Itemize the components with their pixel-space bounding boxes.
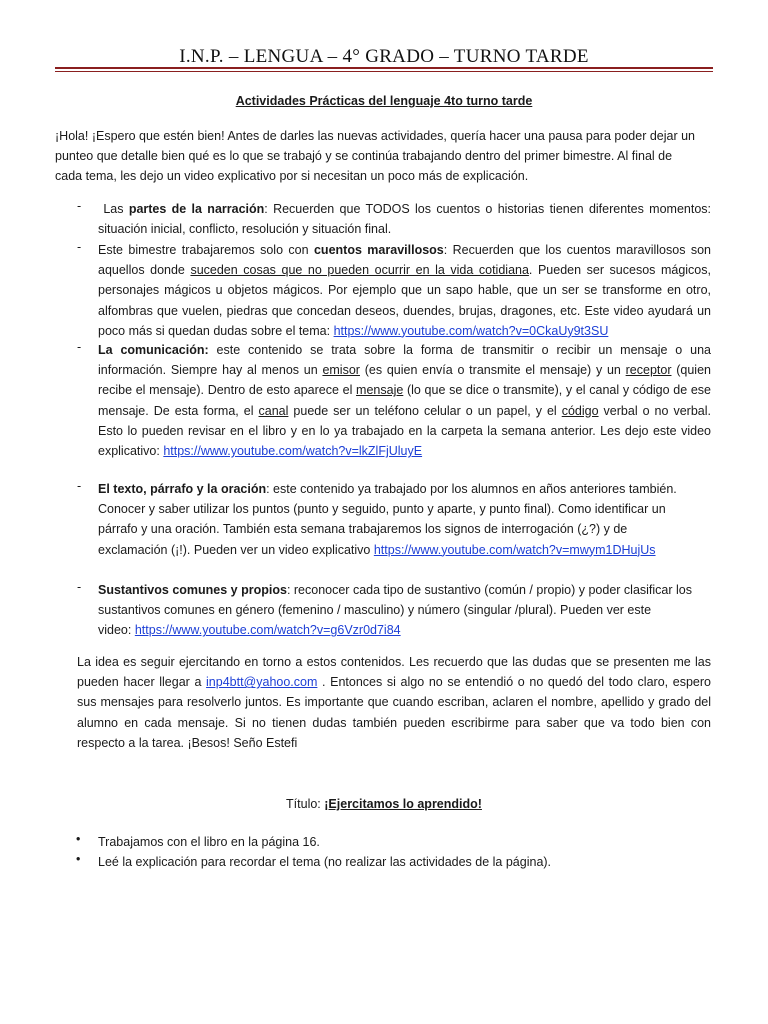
underlined-span: canal <box>258 403 289 418</box>
list-item-narracion <box>98 199 711 239</box>
maravillosos-line <box>98 240 711 260</box>
texto-line: párrafo y una oración. También esta semana trabajaremos los signos de interrogación (¿?) y de <box>98 522 628 537</box>
text-span: verbal o no verbal. <box>598 403 711 418</box>
text-span: video: <box>98 623 135 638</box>
narracion-line: situación inicial, conflicto, resolución y situación final. <box>98 222 392 237</box>
closing-paragraph <box>77 652 711 753</box>
comunicacion-line: Esto lo pueden revisar en el libro y en lo ya trabajado en la carpeta la semana anterior. Les dejo este video <box>98 423 711 438</box>
text-span: . Pueden ser sucesos mágicos, <box>528 263 711 278</box>
underlined-span: código <box>561 403 599 418</box>
header-rule-thin <box>55 71 713 72</box>
footer-bullet-item: Trabajamos con el libro en la página 16. <box>98 835 320 849</box>
bullet-dash: - <box>77 199 82 213</box>
page-title: I.N.P. – LENGUA – 4° GRADO – TURNO TARDE <box>179 46 589 67</box>
text-span: explicativo: <box>98 444 164 459</box>
closing-line: respecto a la tarea. ¡Besos! Seño Estefi <box>77 735 298 750</box>
sustantivos-line <box>98 580 711 600</box>
sustantivos-line: sustantivos comunes en género (femenino / masculino) y número (singular /plural). Pueden ver este <box>98 603 652 618</box>
bold-span: La comunicación: <box>98 343 209 357</box>
list-item-comunicacion <box>98 340 711 461</box>
texto-line <box>98 540 711 560</box>
text-span: aquellos donde <box>98 263 191 278</box>
bold-span: Sustantivos comunes y propios <box>98 583 287 597</box>
narracion-bold: partes de la narración <box>128 202 265 216</box>
bold-span: El texto, párrafo y la oración <box>98 482 267 496</box>
list-item-maravillosos <box>98 240 711 341</box>
bullet-dash: - <box>77 479 82 493</box>
text-span: Este bimestre trabajaremos solo con <box>98 243 314 257</box>
text-span: puede ser un teléfono celular o un papel, y el <box>288 403 562 418</box>
intro-line: ¡Hola! ¡Espero que estén bien! Antes de darles las nuevas actividades, quería hacer una pausa para poder dejar un <box>55 129 695 143</box>
text-span: : este contenido ya trabajado por los alumnos en años anteriores también. <box>266 482 677 496</box>
video-link-texto[interactable]: https://www.youtube.com/watch?v=mwym1DHujUs <box>373 542 656 557</box>
text-span: exclamación (¡!). Pueden ver un video explicativo <box>98 542 374 557</box>
footer-bullet-item: Leé la explicación para recordar el tema (no realizar las actividades de la página). <box>98 855 552 869</box>
underlined-span: suceden cosas que no pueden ocurrir en la vida cotidiana <box>190 263 529 278</box>
maravillosos-line <box>98 321 711 341</box>
underlined-span: mensaje <box>356 383 404 398</box>
text-span: mensaje. De esta forma, el <box>98 403 259 418</box>
comunicacion-line <box>98 441 711 461</box>
text-span: . Entonces si algo no se entendió o no quedó del todo claro, espero <box>317 675 711 690</box>
comunicacion-line <box>98 380 711 400</box>
narracion-line <box>98 199 711 219</box>
closing-line <box>77 672 711 692</box>
closing-line: sus mensajes para resolverlo juntos. Es importante que cuando escriban, aclaren el nombre, apellido y grado del <box>77 695 711 710</box>
activity-title-label: Título: <box>286 797 325 811</box>
bold-span: cuentos maravillosos <box>313 243 444 257</box>
maravillosos-line: personajes mágicos u objetos mágicos. Por ejemplo que un sapo hable, que un ser se transforme en otro, <box>98 283 711 298</box>
narracion-rest: : Recuerden que TODOS los cuentos o historias tienen diferentes momentos: <box>264 202 711 216</box>
text-span: recibe el mensaje). Dentro de esto aparece el <box>98 383 357 398</box>
comunicacion-line <box>98 360 711 380</box>
video-link-comunicacion[interactable]: https://www.youtube.com/watch?v=lkZlFjUluyE <box>163 444 423 459</box>
maravillosos-line <box>98 260 711 280</box>
comunicacion-line <box>98 401 711 421</box>
text-span: poco más si quedan dudas sobre el tema: <box>98 323 334 338</box>
text-span: : Recuerden que los cuentos maravillosos son <box>443 243 712 257</box>
intro-paragraph <box>55 126 715 187</box>
intro-line: cada tema, les dejo un video explicativo por si necesitan un poco más de explicación. <box>55 169 529 184</box>
text-span: (quien <box>671 363 711 378</box>
bullet-dash: - <box>77 240 82 254</box>
header-rule-thick <box>55 67 713 69</box>
document-subtitle: Actividades Prácticas del lenguaje 4to turno tarde <box>235 94 533 108</box>
video-link-maravillosos[interactable]: https://www.youtube.com/watch?v=0CkaUy9t3SU <box>333 323 609 338</box>
underlined-span: receptor <box>625 363 672 378</box>
activity-title <box>0 797 768 811</box>
text-span: pueden hacer llegar a <box>77 675 207 690</box>
text-span: (es quien envía o transmite el mensaje) y un <box>359 363 626 378</box>
bullet-dash: - <box>77 580 82 594</box>
activity-title-value: ¡Ejercitamos lo aprendido! <box>324 797 482 811</box>
underlined-span: emisor <box>322 363 360 378</box>
list-item-texto <box>98 479 711 560</box>
text-span: este contenido se trata sobre la forma de transmitir o recibir un mensaje o una <box>208 343 711 357</box>
maravillosos-line: alfombras que vuelen, piedras que concedan deseos, duendes, brujas, dragones, etc. Este video ayudará un <box>98 303 711 318</box>
list-item-sustantivos <box>98 580 711 641</box>
bullet-dot: • <box>76 832 81 846</box>
bullet-dot: • <box>76 852 81 866</box>
sustantivos-line <box>98 620 711 640</box>
comunicacion-line <box>98 340 711 360</box>
text-span: : reconocer cada tipo de sustantivo (común / propio) y poder clasificar los <box>286 583 692 597</box>
texto-line <box>98 479 711 499</box>
narracion-pre: Las <box>103 202 129 216</box>
intro-line: punteo que detalle bien qué es lo que se trabajó y se continúa trabajando dentro del primer bimestre. Al final de <box>55 149 673 164</box>
bullet-dash: - <box>77 340 82 354</box>
text-span: información. Siempre hay al menos un <box>98 363 323 378</box>
email-link[interactable]: inp4btt@yahoo.com <box>206 675 318 690</box>
text-span: (lo que se dice o transmite), y el canal y código de ese <box>403 383 711 398</box>
closing-line: alumno en cada mensaje. Si no tienen dudas también pueden escribirme para saber que va todo bien con <box>77 715 711 730</box>
closing-line: La idea es seguir ejercitando en torno a estos contenidos. Les recuerdo que las dudas que se presenten me las <box>77 655 711 669</box>
texto-line: Conocer y saber utilizar los puntos (punto y seguido, punto y aparte, y punto final). Como identificar un <box>98 502 666 517</box>
video-link-sustantivos[interactable]: https://www.youtube.com/watch?v=g6Vzr0d7i84 <box>134 623 401 638</box>
